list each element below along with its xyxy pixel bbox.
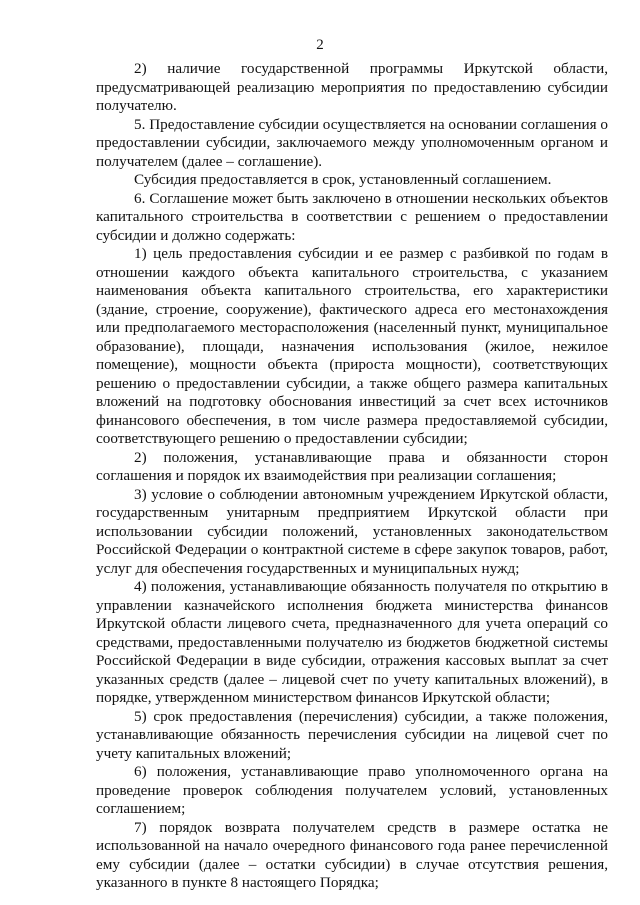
list-item-6: 6) положения, устанавливающие право уполномоченного органа на проведение проверок соблюдения получателем условий, установленных соглашением; — [96, 763, 608, 817]
paragraph-program-presence: 2) наличие государственной программы Иркутской области, предусматривающей реализацию мероприятия по предоставлению субсидии получателю. — [96, 60, 608, 114]
list-item-1: 1) цель предоставления субсидии и ее размер с разбивкой по годам в отношении каждого объекта капитального строительства, с указанием наименования объекта капитального строительства, его характеристики (здание, строение, сооружение), фактического адреса его местонахождения или предполагаемого месторасположения (населенный пункт, муниципальное образование), площади, назначения использования (жилое, нежилое помещение), мощности объекта (прироста мощности), соответствующих решению о предоставлении субсидии, а также общего размера капитальных вложений на подготовку обоснования инвестиций за счет всех источников финансового обеспечения, в том числе размера предоставляемой субсидии, соответствующего решению о предоставлении субсидии; — [96, 245, 608, 447]
paragraph-item-5: 5. Предоставление субсидии осуществляется на основании соглашения о предоставлении субсидии, заключаемого между уполномоченным органом и получателем (далее – соглашение). — [96, 115, 608, 170]
list-item-7: 7) порядок возврата получателем средств в размере остатка не использованной на начало очередного финансового года ранее перечисленной ему субсидии (далее – остатки субсидии) в случае отсутствия решения, указанного в пункте 8 настоящего Порядка; — [96, 818, 608, 891]
list-item-3: 3) условие о соблюдении автономным учреждением Иркутской области, государственным унитарным предприятием Иркутской области при использовании субсидии положений, установленных законодательством Российской Федерации о контрактной системе в сфере закупок товаров, работ, услуг для обеспечения государственных и муниципальных нужд; — [96, 485, 608, 577]
list-item-4: 4) положения, устанавливающие обязанность получателя по открытию в управлении казначейского исполнения бюджета министерства финансов Иркутской области лицевого счета, предназначенного для учета операций со средствами, предоставленными получателю из бюджетов бюджетной системы Российской Федерации в виде субсидии, отражения кассовых выплат за счет указанных средств (далее – лицевой счет по учету капитальных вложений), в порядке, утвержденном министерством финансов Иркутской области; — [96, 578, 608, 706]
document-body — [96, 60, 608, 893]
page-number: 2 — [316, 37, 324, 53]
paragraph-item-6: 6. Соглашение может быть заключено в отношении нескольких объектов капитального строительства в соответствии с решением о предоставлении субсидии и должно содержать: — [96, 189, 608, 244]
list-item-5: 5) срок предоставления (перечисления) субсидии, а также положения, устанавливающие обязанность перечисления субсидии на лицевой счет по учету капитальных вложений; — [96, 707, 608, 762]
paragraph-subsidy-term: Субсидия предоставляется в срок, установленный соглашением. — [134, 171, 552, 188]
list-item-2: 2) положения, устанавливающие права и обязанности сторон соглашения и порядок их взаимодействия при реализации соглашения; — [96, 448, 608, 484]
